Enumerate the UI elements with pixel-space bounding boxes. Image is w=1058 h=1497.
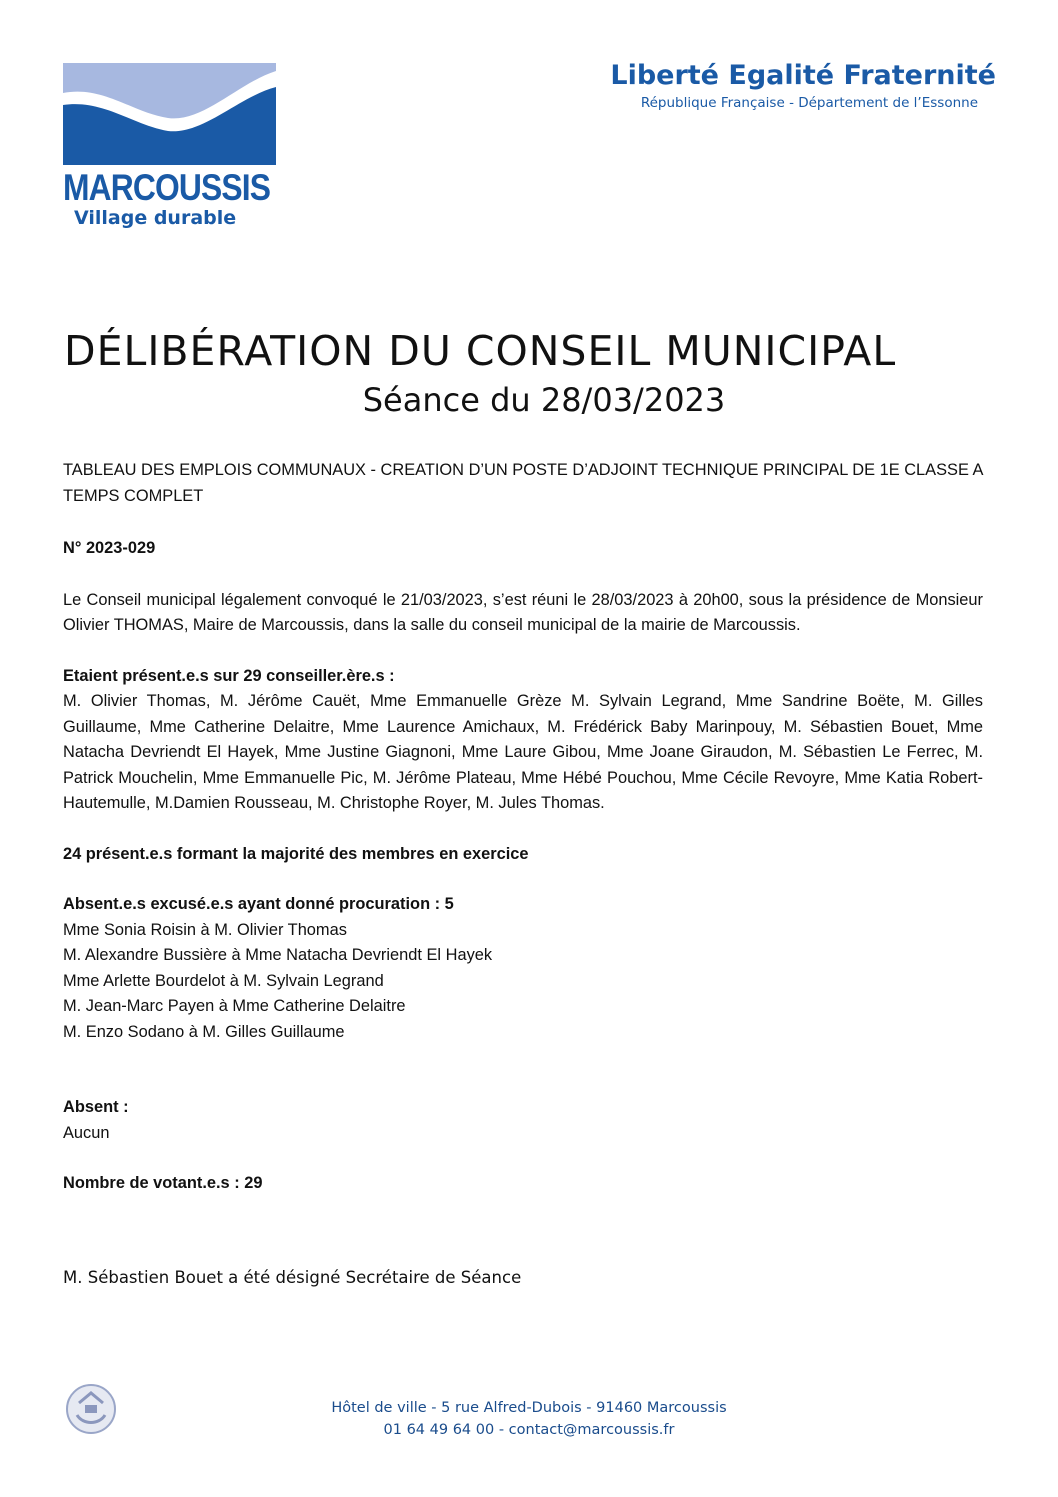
footer-phone-email: 01 64 49 64 00 - contact@marcoussis.fr — [383, 1422, 675, 1438]
logo-tagline: Village durable — [74, 207, 237, 229]
motto-main: Liberté Egalité Fraternité — [610, 60, 996, 91]
absent-value: Aucun — [63, 1123, 110, 1142]
footer-address: Hôtel de ville - 5 rue Alfred-Dubois - 91460 Marcoussis — [331, 1400, 727, 1416]
motto-sub: République Française - Département de l’Essonne — [640, 95, 978, 111]
proxy-item: M. Enzo Sodano à M. Gilles Guillaume — [63, 1022, 345, 1041]
intro-paragraph: Le Conseil municipal légalement convoqué le 21/03/2023, s’est réuni le 28/03/2023 à 20h00, sous la présidence de Monsieur Olivier THOMAS, Maire de Marcoussis, dans la salle du conseil municipal de la mairie de Marcoussis. — [63, 590, 983, 634]
voters-count: Nombre de votant.e.s : 29 — [63, 1174, 263, 1192]
deliberation-number: N° 2023-029 — [63, 539, 156, 557]
present-list: M. Olivier Thomas, M. Jérôme Cauët, Mme Emmanuelle Grèze M. Sylvain Legrand, Mme Sandrine Boëte, M. Gilles Guillaume, Mme Catherine Delaitre, Mme Laurence Amichaux, M. Frédérick Baby Marinpouy, M. Sébastien Bouet, Mme Natacha Devriendt El Hayek, Mme Justine Giagnoni, Mme Laure Gibou, Mme Joane Giraudon, M. Sébastien Le Ferrec, M. Patrick Mouchelin, Mme Emmanuelle Pic, M. Jérôme Plateau, Mme Hébé Pouchou, Mme Cécile Revoyre, Mme Katia Robert-Hautemulle, M.Damien Rousseau, M. Christophe Royer, M. Jules Thomas. — [63, 692, 983, 812]
session-date: Séance du 28/03/2023 — [362, 381, 726, 419]
proxy-item: M. Alexandre Bussière à Mme Natacha Devriendt El Hayek — [63, 946, 493, 964]
marcoussis-logo — [63, 63, 276, 229]
proxy-item: M. Jean-Marc Payen à Mme Catherine Delaitre — [63, 997, 406, 1015]
present-heading: Etaient présent.e.s sur 29 conseiller.ère.s : — [63, 666, 395, 685]
secretary-statement: M. Sébastien Bouet a été désigné Secrétaire de Séance — [63, 1268, 522, 1287]
footer-contact — [0, 1397, 1058, 1441]
proxy-item: Mme Sonia Roisin à M. Olivier Thomas — [63, 920, 347, 939]
logo-wave-icon — [63, 63, 276, 165]
absent-heading: Absent : — [63, 1098, 129, 1116]
logo-name: MARCOUSSIS — [63, 167, 271, 208]
proxy-item: Mme Arlette Bourdelot à M. Sylvain Legrand — [63, 971, 384, 990]
deliberation-body — [63, 458, 983, 1197]
page-title: DÉLIBÉRATION DU CONSEIL MUNICIPAL — [64, 327, 897, 375]
republic-motto — [610, 60, 996, 111]
proxies-heading: Absent.e.s excusé.e.s ayant donné procuration : 5 — [63, 895, 454, 913]
subject: TABLEAU DES EMPLOIS COMMUNAUX - CREATION D’UN POSTE D’ADJOINT TECHNIQUE PRINCIPAL DE 1E CLASSE A TEMPS COMPLET — [63, 461, 983, 505]
majority-statement: 24 présent.e.s formant la majorité des membres en exercice — [63, 844, 529, 863]
